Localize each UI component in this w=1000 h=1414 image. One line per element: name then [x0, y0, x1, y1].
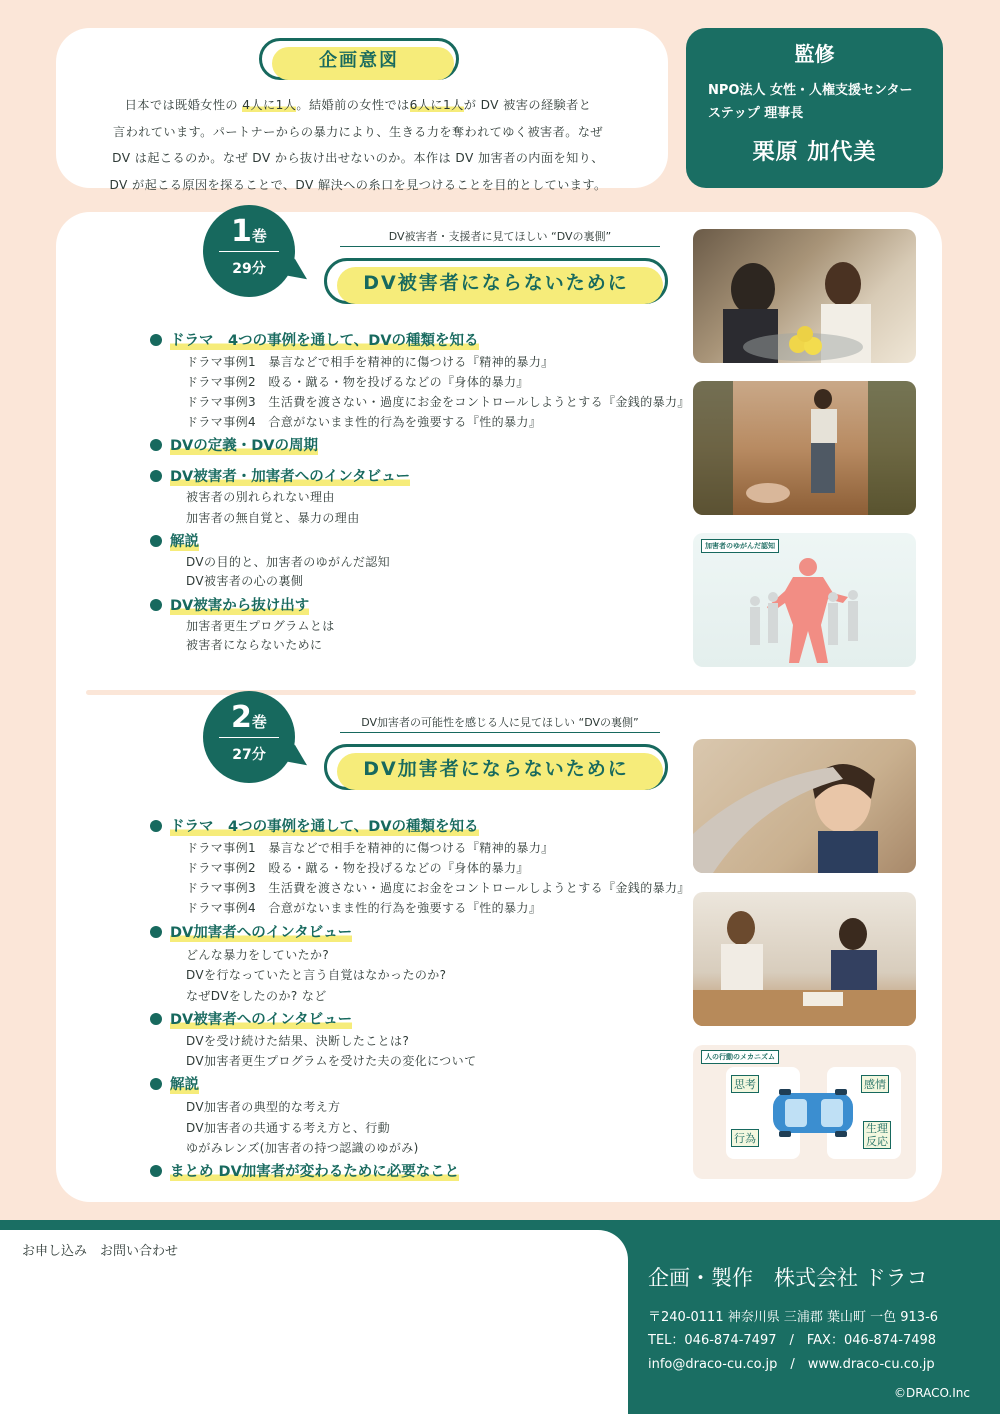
vol2-badge: 2巻 27分	[203, 691, 295, 783]
diagram-act: 行為	[731, 1129, 759, 1147]
address: 〒240-0111 神奈川県 三浦郡 葉山町 一色 913-6	[648, 1310, 939, 1325]
couple-illustration	[693, 229, 916, 363]
vol2-sub: ドラマ事例4 合意がないまま性的行為を強要する『性的暴力』	[186, 901, 542, 915]
highlight-6in1: 6人に1人	[409, 98, 464, 112]
vol2-sub: DV加害者の典型的な考え方	[186, 1100, 341, 1114]
cg-figure-illustration	[693, 533, 916, 667]
diagram-feel: 感情	[861, 1075, 889, 1093]
supervision-title: 監修	[794, 42, 835, 66]
vol2-title-pill	[324, 744, 668, 790]
copyright: ©DRACO.Inc	[894, 1386, 970, 1400]
vol2-photo-interview	[693, 892, 916, 1026]
vol1-sub: 被害者にならないために	[186, 638, 323, 652]
tel-fax: TEL：046-874-7497 / FAX：046-874-7498	[648, 1333, 937, 1348]
vol2-sub: DV加害者更生プログラムを受けた夫の変化について	[186, 1054, 477, 1068]
vol1-item-definition: DVの定義・DVの周期	[150, 434, 318, 455]
apply-contact-label: お申し込み お問い合わせ	[22, 1244, 179, 1259]
vol2-item-perp-interview: DV加害者へのインタビュー	[150, 921, 352, 942]
vol2-sub: DV加害者の共通する考え方と、行動	[186, 1121, 391, 1135]
interview-illustration	[693, 892, 916, 1026]
vol1-sub: ドラマ事例4 合意がないまま性的行為を強要する『性的暴力』	[186, 415, 542, 429]
vol1-item-interview: DV被害者・加害者へのインタビュー	[150, 465, 410, 486]
vol2-sub: ゆがみレンズ(加害者の持つ認識のゆがみ)	[186, 1141, 419, 1155]
vol1-sub: 加害者の無自覚と、暴力の理由	[186, 511, 360, 525]
vol1-badge: 1巻 29分	[203, 205, 295, 297]
supervision-org1: NPO法人 女性・人権支援センター	[708, 83, 913, 98]
vol1-item-escape: DV被害から抜け出す	[150, 594, 309, 615]
vol2-item-commentary: 解説	[150, 1073, 199, 1094]
diagram-body: 生理反応	[863, 1121, 891, 1149]
vol2-item-victim-interview: DV被害者へのインタビュー	[150, 1008, 352, 1029]
vol1-sub: ドラマ事例2 殴る・蹴る・物を投げるなどの『身体的暴力』	[186, 375, 529, 389]
vol2-title: DV加害者にならないために	[363, 757, 629, 780]
vol1-photo-violence	[693, 381, 916, 515]
cg-label: 加害者のゆがんだ認知	[701, 539, 779, 553]
supervision-name: 栗原 加代美	[752, 140, 877, 165]
vol1-sub: DVの目的と、加害者のゆがんだ認知	[186, 555, 391, 569]
intent-title: 企画意図	[319, 50, 399, 71]
vol2-photo-hair-pull	[693, 739, 916, 873]
vol2-sub: ドラマ事例2 殴る・蹴る・物を投げるなどの『身体的暴力』	[186, 861, 529, 875]
vol2-diagram	[693, 1045, 916, 1179]
web-contact[interactable]: info@draco-cu.co.jp / www.draco-cu.co.jp	[648, 1357, 935, 1372]
supervision-box	[686, 28, 943, 188]
highlight-4in1: 4人に1人	[242, 98, 297, 112]
hair-pull-illustration	[693, 739, 916, 873]
diagram-think: 思考	[731, 1075, 759, 1093]
vol2-subtitle: DV加害者の可能性を感じる人に見てほしい “DVの裏側”	[361, 716, 639, 729]
vol2-subtitle-line	[340, 732, 660, 733]
diagram-label: 人の行動のメカニズム	[701, 1050, 779, 1064]
intent-text: 日本では既婚女性の 4人に1人。結婚前の女性では6人に1人が DV 被害の経験者と 言われています。パートナーからの暴力により、生きる力を奪われてゆく被害者。なぜ DV は起こるのか。なぜ DV から抜け出せないのか。本作は DV 加害者の内面を知り、 DV が起こる原因を探ることで、DV 解決への糸口を見つけることを目的としています。	[109, 98, 607, 192]
vol1-item-drama: ドラマ 4つの事例を通して、DVの種類を知る	[150, 329, 479, 350]
vol1-subtitle-line	[340, 246, 660, 247]
vol1-cg-image	[693, 533, 916, 667]
supervision-org2: ステップ 理事長	[708, 106, 804, 121]
vol1-sub: ドラマ事例3 生活費を渡さない・過度にお金をコントロールしようとする『金銭的暴力』	[186, 395, 690, 409]
violence-illustration	[693, 381, 916, 515]
vol1-sub: 被害者の別れられない理由	[186, 490, 335, 504]
vol2-sub: DVを受け続けた結果、決断したことは?	[186, 1034, 410, 1048]
producer: 企画・製作 株式会社 ドラコ	[648, 1266, 928, 1290]
vol2-sub: ドラマ事例3 生活費を渡さない・過度にお金をコントロールしようとする『金銭的暴力』	[186, 881, 690, 895]
vol1-sub: DV被害者の心の裏側	[186, 574, 304, 588]
intent-title-pill	[259, 38, 459, 80]
vol1-title-pill	[324, 258, 668, 304]
vol1-subtitle: DV被害者・支援者に見てほしい “DVの裏側”	[388, 230, 612, 243]
vol2-sub: ドラマ事例1 暴言などで相手を精神的に傷つける『精神的暴力』	[186, 841, 554, 855]
vol2-sub: どんな暴力をしていたか?	[186, 948, 330, 962]
vol2-sub: DVを行なっていたと言う自覚はなかったのか?	[186, 968, 447, 982]
vol1-sub: 加害者更生プログラムとは	[186, 619, 335, 633]
vol1-sub: ドラマ事例1 暴言などで相手を精神的に傷つける『精神的暴力』	[186, 355, 554, 369]
vol2-sub: なぜDVをしたのか? など	[186, 989, 327, 1003]
vol1-photo-couple	[693, 229, 916, 363]
vol2-item-drama: ドラマ 4つの事例を通して、DVの種類を知る	[150, 815, 479, 836]
car-icon	[693, 1045, 916, 1179]
vol1-item-commentary: 解説	[150, 530, 199, 551]
vol2-item-summary: まとめ DV加害者が変わるために必要なこと	[150, 1160, 459, 1181]
vol1-title: DV被害者にならないために	[363, 271, 629, 294]
